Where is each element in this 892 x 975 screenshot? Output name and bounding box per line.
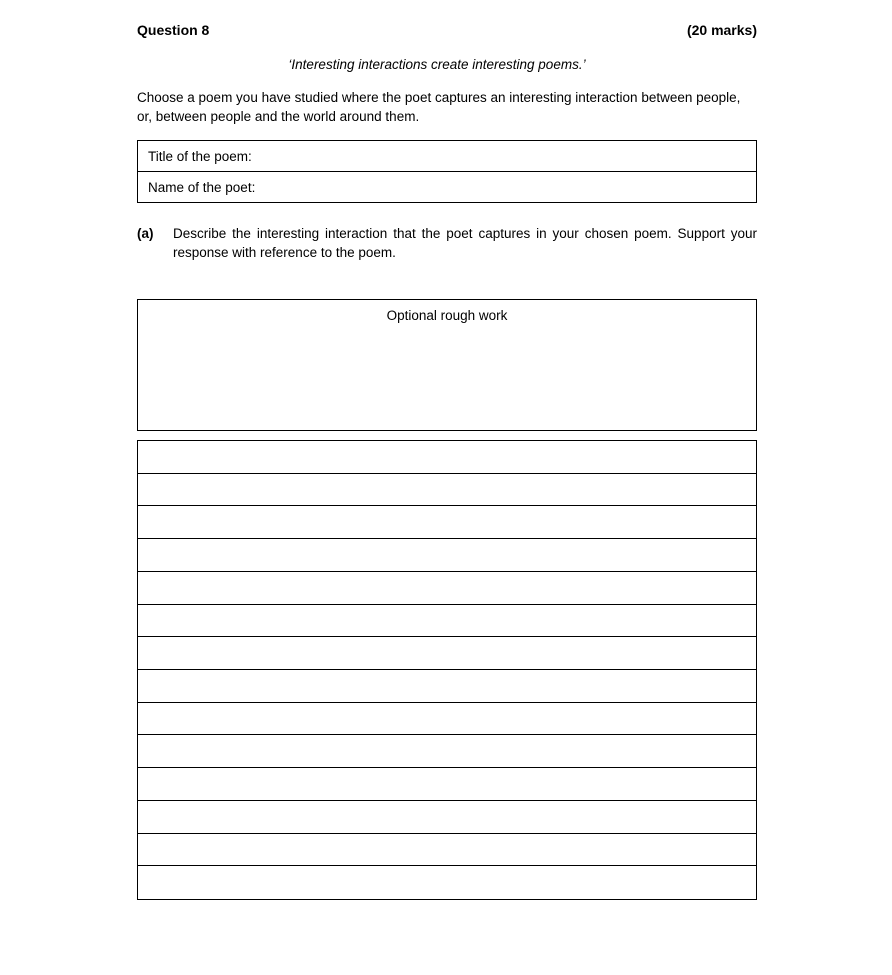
- question-header: [137, 22, 757, 42]
- rough-work-label: Optional rough work: [386, 308, 508, 323]
- part-a: [137, 224, 757, 262]
- answer-line[interactable]: [138, 767, 756, 768]
- answer-line[interactable]: [138, 865, 756, 866]
- answer-line[interactable]: [138, 505, 756, 506]
- poet-name-row: [138, 172, 757, 203]
- answer-line[interactable]: [138, 734, 756, 735]
- quotation: ‘Interesting interactions create interesting poems.’: [288, 57, 586, 72]
- poem-info-table: [137, 140, 757, 203]
- rough-work-box[interactable]: [137, 299, 757, 431]
- question-marks: (20 marks): [686, 22, 757, 38]
- question-prompt: Choose a poem you have studied where the poet captures an interesting interaction between people, or, between people and the world around them.: [137, 90, 741, 124]
- answer-line[interactable]: [138, 669, 756, 670]
- answer-line[interactable]: [138, 538, 756, 539]
- answer-lines-box[interactable]: [137, 440, 757, 900]
- part-a-text: Describe the interesting interaction that the poet captures in your chosen poem. Support your response with reference to the poem.: [173, 226, 757, 260]
- part-a-label: (a): [137, 226, 154, 241]
- answer-line[interactable]: [138, 604, 756, 605]
- answer-line[interactable]: [138, 833, 756, 834]
- answer-line[interactable]: [138, 702, 756, 703]
- poet-name-field[interactable]: Name of the poet:: [138, 172, 757, 203]
- answer-line[interactable]: [138, 571, 756, 572]
- poem-title-row: [138, 141, 757, 172]
- answer-line[interactable]: [138, 636, 756, 637]
- answer-line[interactable]: [138, 800, 756, 801]
- question-title: Question 8: [137, 22, 210, 38]
- poem-title-field[interactable]: Title of the poem:: [138, 141, 757, 172]
- answer-line[interactable]: [138, 473, 756, 474]
